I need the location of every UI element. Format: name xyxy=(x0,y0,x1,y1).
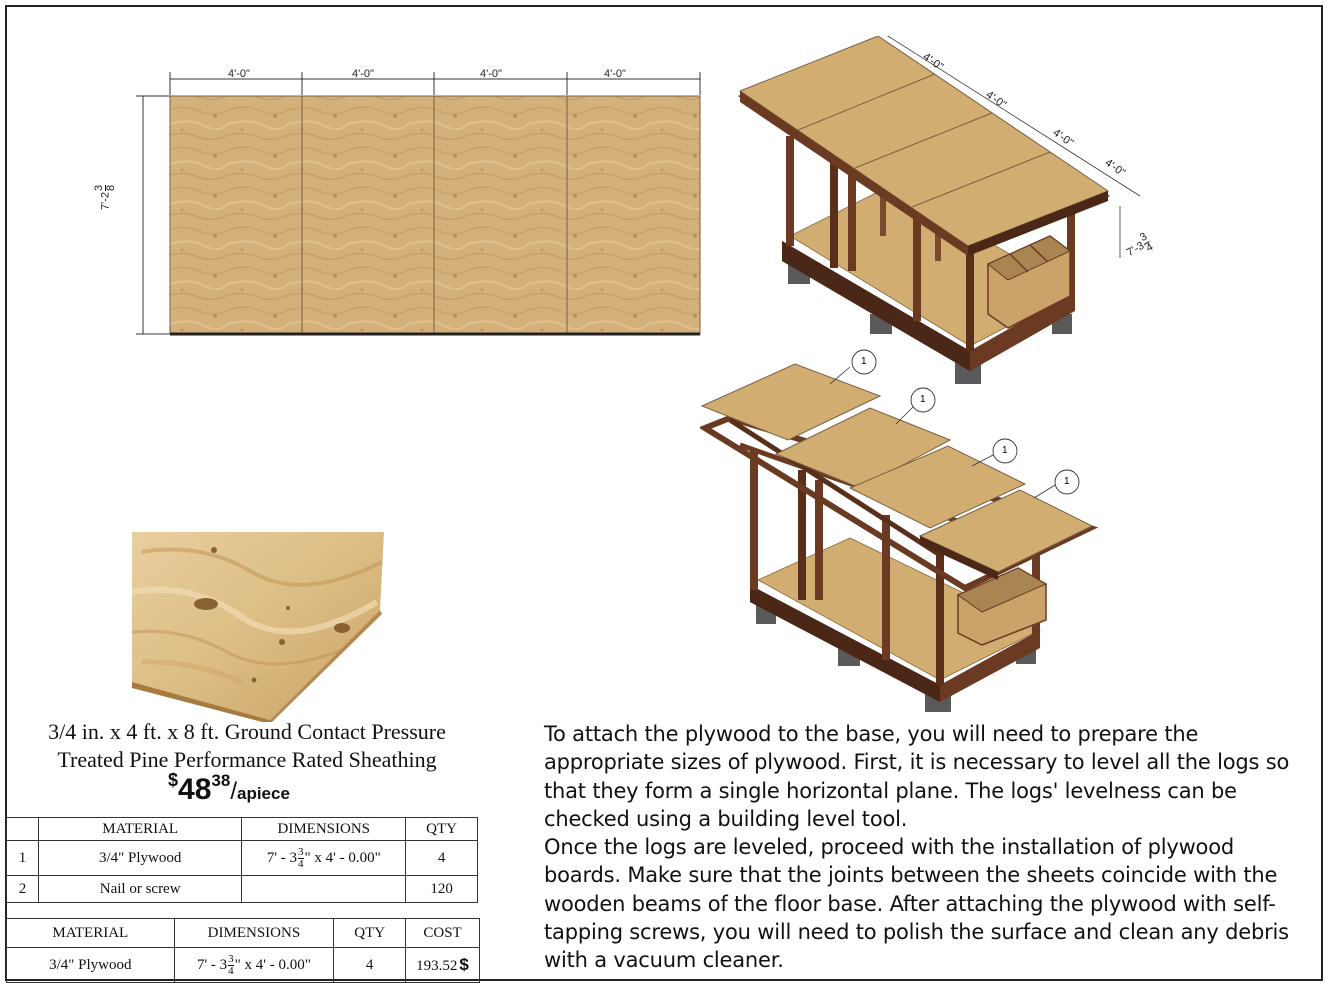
table-row xyxy=(7,948,480,983)
bom-row-qty: 120 xyxy=(406,876,478,903)
bom-row-index: 2 xyxy=(7,876,39,903)
price-unit: apiece xyxy=(236,784,290,803)
panel-width-label-1: 4'-0" xyxy=(228,68,250,80)
plywood-panel-3 xyxy=(434,96,567,334)
iso-shed-plywood-exploded xyxy=(700,340,1100,720)
instructions-text xyxy=(544,720,1314,975)
iso-shed-floor-installed xyxy=(730,36,1180,391)
cost-header-cost: COST xyxy=(406,919,480,948)
panel-height-label: 7'-2 3 8 xyxy=(93,184,117,210)
iso-width-label-4: 4'-0" xyxy=(1102,156,1128,180)
cost-header-row xyxy=(7,919,480,948)
bill-of-materials-table xyxy=(6,817,478,903)
iso-height-label: 7'-3 3 4 xyxy=(1124,230,1156,260)
bom-header-qty: QTY xyxy=(406,818,478,841)
cost-header-qty: QTY xyxy=(334,919,406,948)
panel-width-label-3: 4'-0" xyxy=(480,68,502,80)
bom-header-row xyxy=(7,818,478,841)
cost-header-dimensions: DIMENSIONS xyxy=(174,919,334,948)
price-whole: 48 xyxy=(178,773,212,806)
plywood-product-photo xyxy=(132,532,387,722)
table-row xyxy=(7,876,478,903)
iso-width-label-1: 4'-0" xyxy=(920,50,946,74)
bom-row-material: 3/4" Plywood xyxy=(38,841,242,876)
cost-row-dimensions: 7' - 3 $\frac{3}{4}$ " x 4' - 0.00" xyxy=(174,948,334,983)
plywood-panel-1 xyxy=(170,96,302,334)
price-cents: 38 xyxy=(211,771,231,790)
panel-elevation-drawing xyxy=(110,62,710,347)
callout-1: 1 xyxy=(861,356,867,367)
table-row xyxy=(7,841,478,876)
bom-row-index: 1 xyxy=(7,841,39,876)
bom-row-dimensions xyxy=(242,876,406,903)
cost-row-material: 3/4" Plywood xyxy=(7,948,175,983)
bom-row-dimensions: 7' - 3 $\frac{3}{4}$ " x 4' - 0.00" xyxy=(242,841,406,876)
cost-table xyxy=(6,918,480,983)
bom-header-material: MATERIAL xyxy=(38,818,242,841)
bom-header-dimensions: DIMENSIONS xyxy=(242,818,406,841)
bom-row-material: Nail or screw xyxy=(38,876,242,903)
price-currency: $ xyxy=(168,770,179,790)
plywood-panel-4 xyxy=(567,96,700,334)
cost-row-cost: 193.52 $ xyxy=(406,948,480,983)
instructions-paragraph-1: To attach the plywood to the base, you will need to prepare the appropriate sizes of plywood. First, it is necessary to level all the logs so that they form a single horizontal plane. The logs' levelness can be checked using a building level tool. xyxy=(544,722,1290,831)
iso-width-label-2: 4'-0" xyxy=(983,88,1009,112)
instructions-paragraph-2: Once the logs are leveled, proceed with the installation of plywood boards. Make sure that the joints between the sheets coincide with the wooden beams of the floor base. After attaching the plywood with self-tapping screws, you will need to polish the surface and clean any debris with a vacuum cleaner. xyxy=(544,835,1289,973)
cost-row-qty: 4 xyxy=(334,948,406,983)
panel-width-label-2: 4'-0" xyxy=(352,68,374,80)
iso-width-label-3: 4'-0" xyxy=(1050,126,1076,150)
product-price: $4838/apiece xyxy=(168,770,290,806)
callout-2: 1 xyxy=(920,394,926,405)
panel-width-label-4: 4'-0" xyxy=(604,68,626,80)
product-title-line-1: 3/4 in. x 4 ft. x 8 ft. Ground Contact Pressure xyxy=(48,719,446,744)
bom-row-qty: 4 xyxy=(406,841,478,876)
callout-4: 1 xyxy=(1064,476,1070,487)
callout-3: 1 xyxy=(1002,445,1008,456)
bom-header-index xyxy=(7,818,39,841)
plywood-panel-2 xyxy=(302,96,434,334)
product-title xyxy=(12,718,482,774)
cost-header-material: MATERIAL xyxy=(7,919,175,948)
product-title-line-2: Treated Pine Performance Rated Sheathing xyxy=(57,747,437,772)
